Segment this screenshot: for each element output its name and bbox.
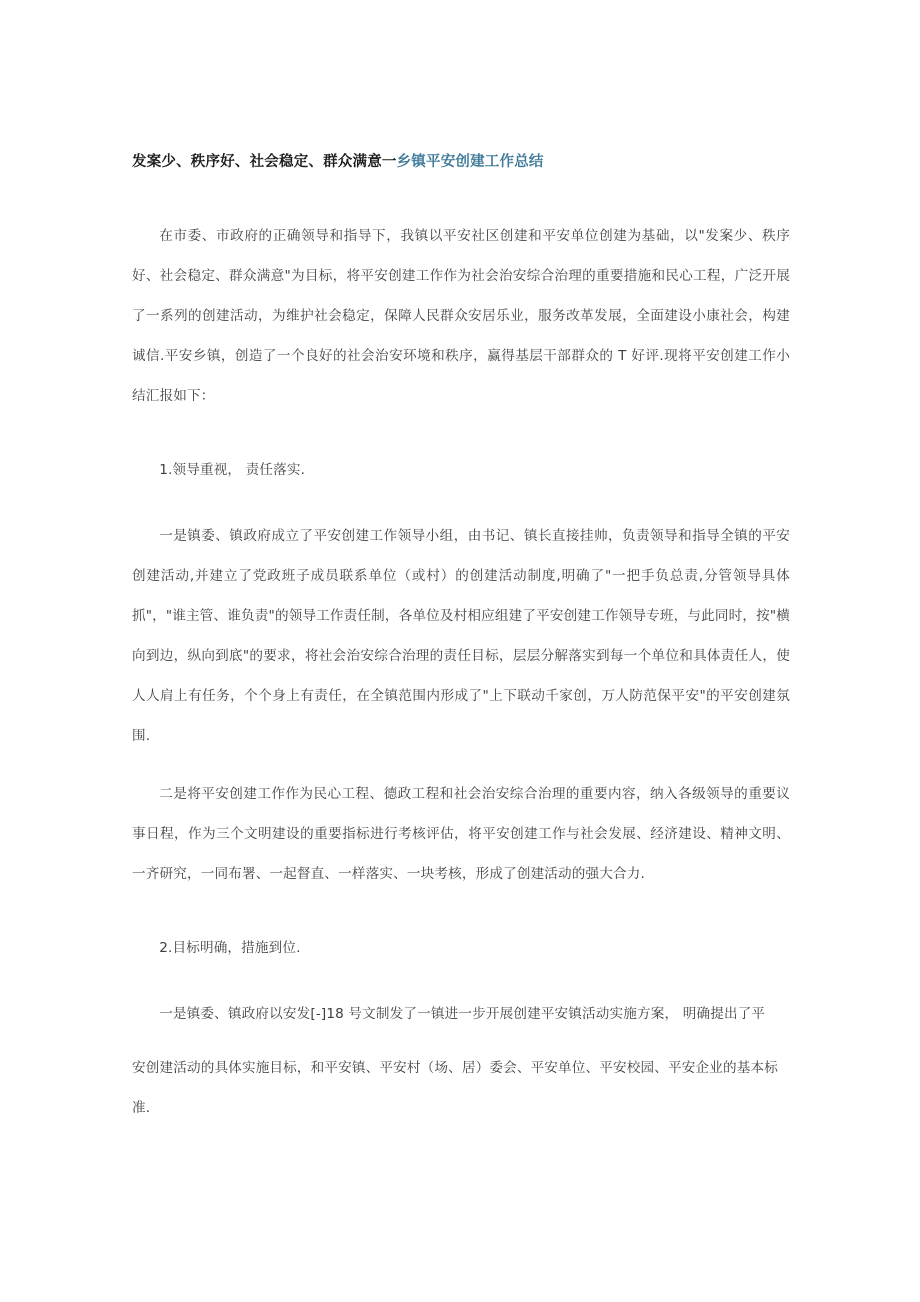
section-2-item-1-line-b: 安创建活动的具体实施目标，和平安镇、平安村（场、居）委会、平安单位、平安校园、平安企业的基本标准. (132, 1059, 778, 1116)
document-content (132, 152, 790, 1146)
spacer (132, 434, 790, 450)
spacer (132, 912, 790, 928)
section-2-item-1-line-a: 一是镇委、镇政府以安发[-]18 号文制发了一镇进一步开展创建平安镇活动实施方案， 明确提出了平 (159, 1005, 766, 1022)
page-title-accent: 乡镇平安创建工作总结 (396, 154, 544, 170)
section-1-item-1: 一是镇委、镇政府成立了平安创建工作领导小组，由书记、镇长直接挂帅，负责领导和指导全镇的平安创建活动,并建立了党政班子成员联系单位（或村）的创建活动制度,明确了"一把手负总责,分管领导具体抓"，"谁主管、谁负责"的领导工作责任制，各单位及村相应组建了平安创建工作领导专班，与此同时，按"横向到边，纵向到底"的要求，将社会治安综合治理的责任目标，层层分解落实到每一个单位和具体责任人，使人人肩上有任务，个个身上有责任，在全镇范围内形成了"上下联动千家创，万人防范保平安"的平安创建氛围. (132, 527, 790, 744)
paragraph-intro: 在市委、市政府的正确领导和指导下，我镇以平安社区创建和平安单位创建为基础，以"发案少、秩序好、社会稳定、群众满意"为目标，将平安创建工作作为社会治安综合治理的重要措施和民心工程，广泛开展了一系列的创建活动，为维护社会稳定，保障人民群众安居乐业，服务改革发展，全面建设小康社会，构建诚信.平安乡镇，创造了一个良好的社会治安环境和秩序，赢得基层干部群众的 T 好评.现将平安创建工作小结汇报如下： (132, 227, 790, 404)
page-title (132, 152, 790, 174)
page-title-plain: 发案少、秩序好、社会稳定、群众满意一 (132, 154, 397, 170)
section-2-heading: 2.目标明确，措施到位. (159, 939, 301, 956)
section-1-item-2: 二是将平安创建工作作为民心工程、德政工程和社会治安综合治理的重要内容，纳入各级领导的重要议事日程，作为三个文明建设的重要指标进行考核评估，将平安创建工作与社会发展、经济建设、精神文明、一齐研究，一同布署、一起督直、一样落实、一块考核，形成了创建活动的强大合力. (132, 785, 790, 882)
section-1-heading: 1.领导重视， 责任落实. (159, 461, 306, 478)
